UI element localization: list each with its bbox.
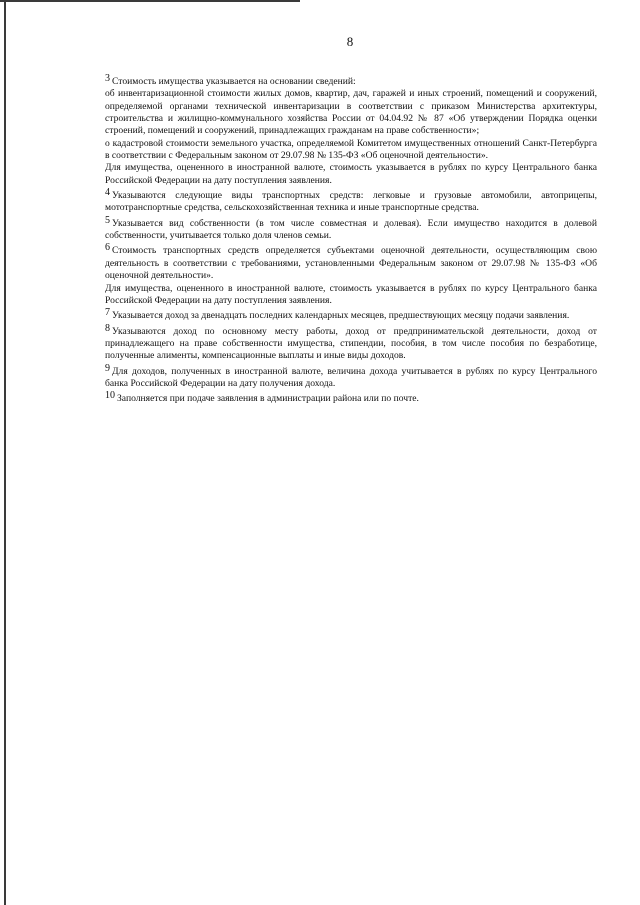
footnote-9 [105,362,597,391]
footnote-5 [105,214,597,243]
footnote-mark: 5 [105,214,110,226]
footnote-paragraph [105,307,597,322]
footnote-paragraph [105,390,597,405]
footnote-mark: 3 [105,73,110,84]
footnote-8 [105,322,597,363]
footnote-paragraph: о кадастровой стоимости земельного участка, определяемой Комитетом имущественных отношений Санкт-Петербурга в соответствии с Федеральным законом от 29.07.98 № 135-ФЗ «Об оценочной деятельности». [105,137,597,162]
footnote-mark: 9 [105,362,110,374]
footnote-mark: 4 [105,187,110,199]
footnote-paragraph [105,362,597,391]
footnote-mark: 7 [105,307,110,319]
footnote-3 [105,73,597,187]
footnote-text: Указывается вид собственности (в том числе совместная и долевая). Если имущество находится в долевой собственности, учитывается только доля членов семьи. [105,217,597,242]
footnotes-section [105,73,597,409]
footnote-paragraph: об инвентаризационной стоимости жилых домов, квартир, дач, гаражей и иных строений, помещений и сооружений, определяемой органами технической инвентаризации в соответствии с приказом Министерства архитектуры, строительства и жилищно-коммунального хозяйства России от 04.04.92 № 87 «Об утверждении Порядка оценки строений, помещений и сооружений, принадлежащих гражданам на праве собственности»; [105,88,597,137]
footnote-mark: 6 [105,242,110,254]
footnote-paragraph: Для имущества, оцененного в иностранной валюте, стоимость указывается в рублях по курсу Центрального банка Российской Федерации на дату поступления заявления. [105,162,597,186]
footnote-10 [105,390,597,405]
footnote-4 [105,187,597,215]
footnote-text: Стоимость транспортных средств определяется субъектами оценочной деятельности, осуществляющим свою деятельность в соответствии с требованиями, установленными Федеральным законом от 29.07.98 № 135-ФЗ «Об оценочной деятельности». [105,245,597,282]
footnote-text: Стоимость имущества указывается на основании сведений: [112,76,356,87]
footnote-7 [105,307,597,322]
footnote-text: Указывается доход за двенадцать последних календарных месяцев, предшествующих месяцу подачи заявления. [112,310,570,322]
scan-edge-top [0,0,300,2]
footnote-mark: 10 [105,390,115,402]
footnote-paragraph [105,242,597,282]
footnote-mark: 8 [105,322,110,334]
footnote-paragraph [105,73,597,88]
page-number: 8 [346,34,354,49]
footnote-text: Указываются следующие виды транспортных средств: легковые и грузовые автомобили, автоприцепы, мототранспортные средства, сельскохозяйственная техника и иные транспортные средства. [105,190,597,214]
footnote-text: Для доходов, полученных в иностранной валюте, величина дохода учитывается в рублях по курсу Центрального банка Российской Федерации на дату получения дохода. [105,365,597,389]
scan-edge-left [4,0,6,905]
footnote-6 [105,242,597,307]
footnote-text: Указываются доход по основному месту работы, доход от предпринимательской деятельности, доход от принадлежащего на праве собственности имущества, стипендии, пособия, в том числе пособия по безработице, полученные алименты, компенсационные выплаты и иные виды доходов. [105,325,597,362]
footnote-paragraph: Для имущества, оцененного в иностранной валюте, стоимость указывается в рублях по курсу Центрального банка Российской Федерации на дату поступления заявления. [105,282,597,306]
footnote-paragraph [105,187,597,215]
footnote-text: Заполняется при подаче заявления в администрации района или по почте. [117,393,419,405]
footnote-paragraph [105,322,597,363]
footnote-paragraph [105,214,597,243]
